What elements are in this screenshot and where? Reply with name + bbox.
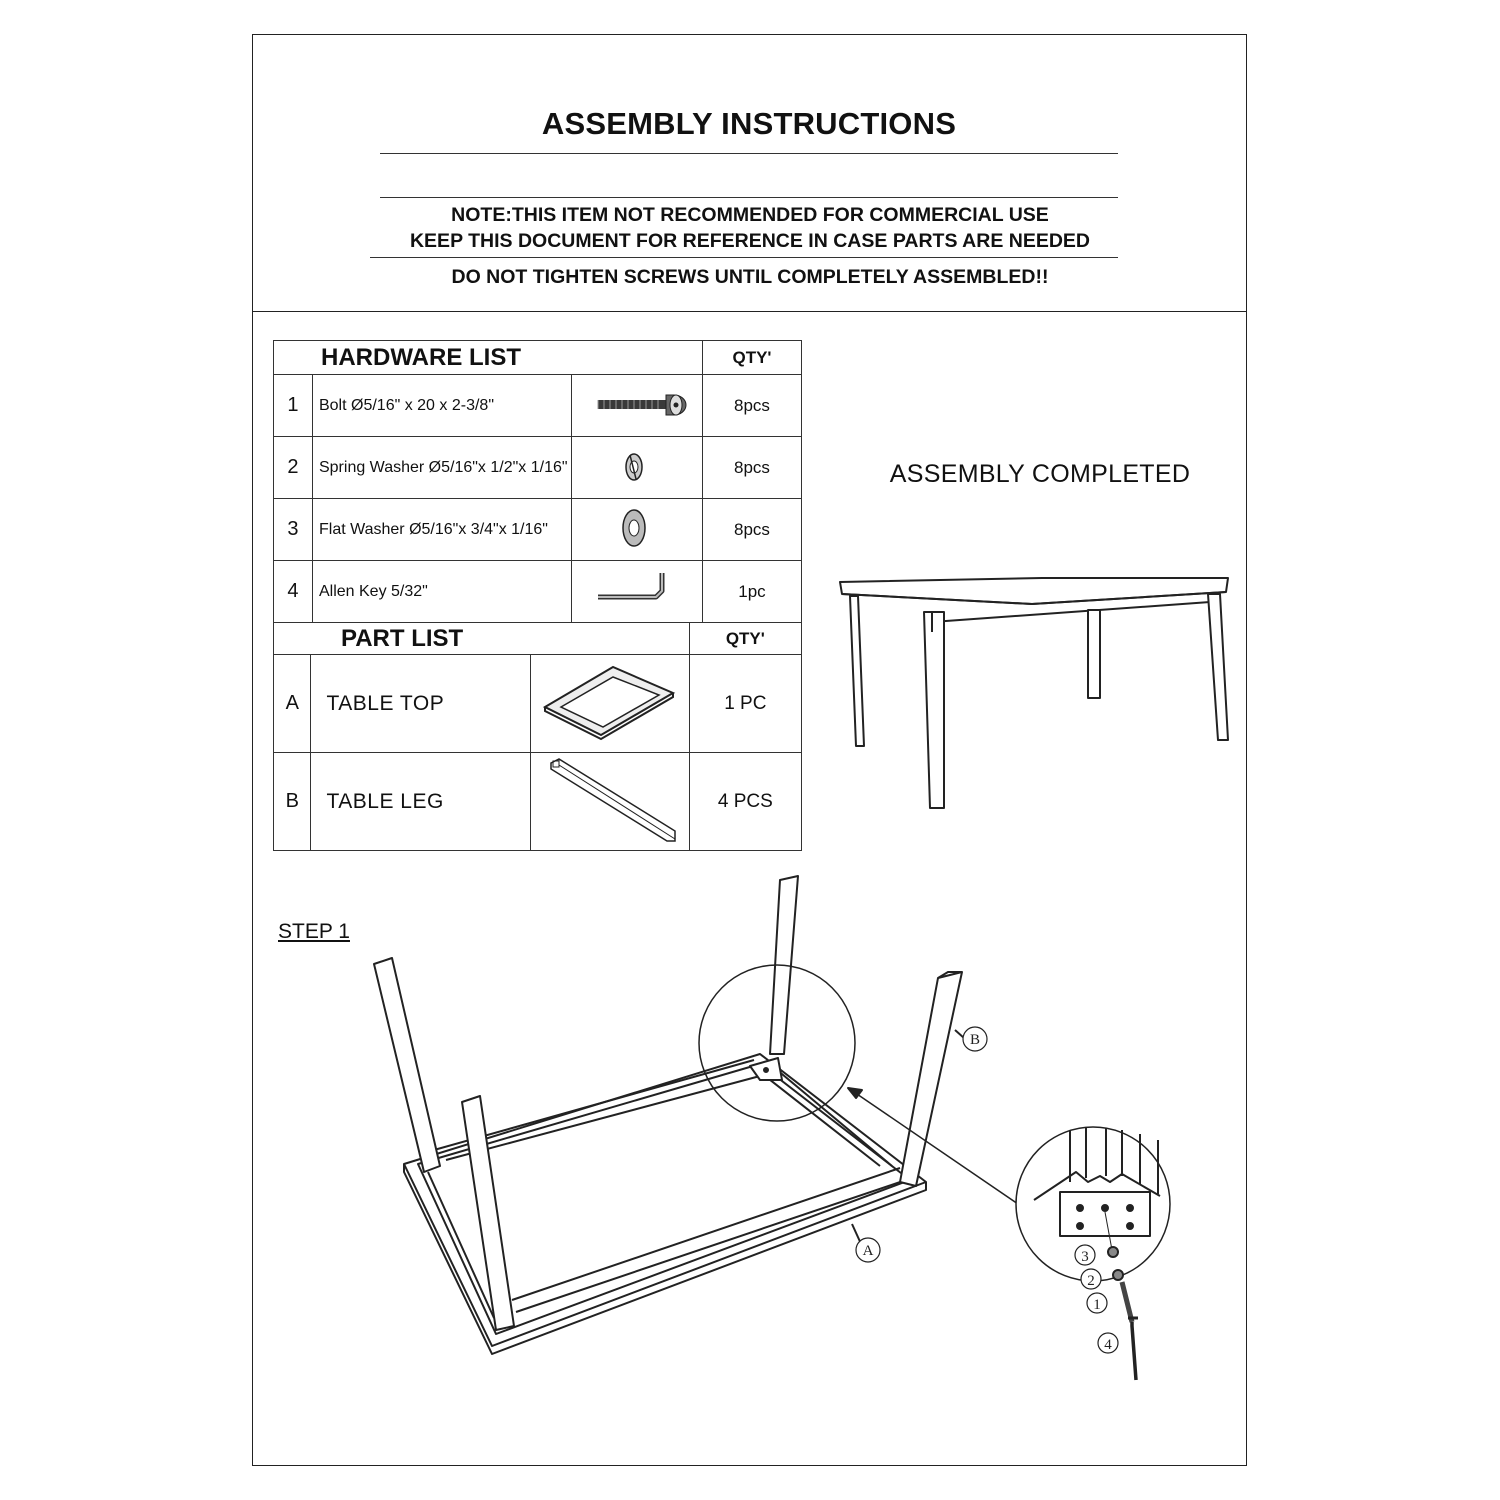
part-header: PART LIST	[274, 623, 690, 655]
step-1-label: STEP 1	[278, 920, 350, 943]
hardware-desc: Allen Key 5/32"	[312, 561, 571, 623]
note-commercial: NOTE:THIS ITEM NOT RECOMMENDED FOR COMMERCIAL USE	[451, 204, 1049, 226]
step1-table-drawing	[374, 876, 1170, 1380]
hardware-header: HARDWARE LIST	[274, 341, 703, 375]
part-qty: 4 PCS	[689, 753, 801, 851]
hardware-desc: Spring Washer Ø5/16"x 1/2"x 1/16"	[312, 437, 571, 499]
part-qty: 1 PC	[689, 655, 801, 753]
note-keep-document: KEEP THIS DOCUMENT FOR REFERENCE IN CASE PARTS ARE NEEDED	[409, 230, 1091, 252]
hardware-num: 2	[274, 437, 313, 499]
part-letter: B	[274, 753, 311, 851]
part-letter: A	[274, 655, 311, 753]
hardware-qty-header: QTY'	[702, 341, 801, 375]
assembly-completed-label: ASSEMBLY COMPLETED	[889, 460, 1191, 488]
callout-3: 3	[1081, 1249, 1089, 1265]
note-do-not-tighten: DO NOT TIGHTEN SCREWS UNTIL COMPLETELY ASSEMBLED!!	[451, 266, 1049, 288]
completed-table-drawing	[840, 578, 1228, 808]
callout-a: A	[862, 1243, 874, 1259]
hardware-desc: Flat Washer Ø5/16"x 3/4"x 1/16"	[312, 499, 571, 561]
hardware-num: 3	[274, 499, 313, 561]
part-desc: TABLE LEG	[311, 753, 530, 851]
hardware-qty: 1pc	[702, 561, 801, 623]
hardware-qty: 8pcs	[702, 375, 801, 437]
hardware-qty: 8pcs	[702, 499, 801, 561]
callout-2: 2	[1087, 1273, 1095, 1289]
page-title: ASSEMBLY INSTRUCTIONS	[541, 106, 957, 141]
hardware-qty: 8pcs	[702, 437, 801, 499]
hardware-num: 1	[274, 375, 313, 437]
part-qty-header: QTY'	[689, 623, 801, 655]
part-desc: TABLE TOP	[311, 655, 530, 753]
callout-4: 4	[1104, 1337, 1112, 1353]
callout-b: B	[969, 1032, 981, 1048]
hardware-desc: Bolt Ø5/16" x 20 x 2-3/8"	[312, 375, 571, 437]
hardware-num: 4	[274, 561, 313, 623]
callout-1: 1	[1093, 1297, 1101, 1313]
